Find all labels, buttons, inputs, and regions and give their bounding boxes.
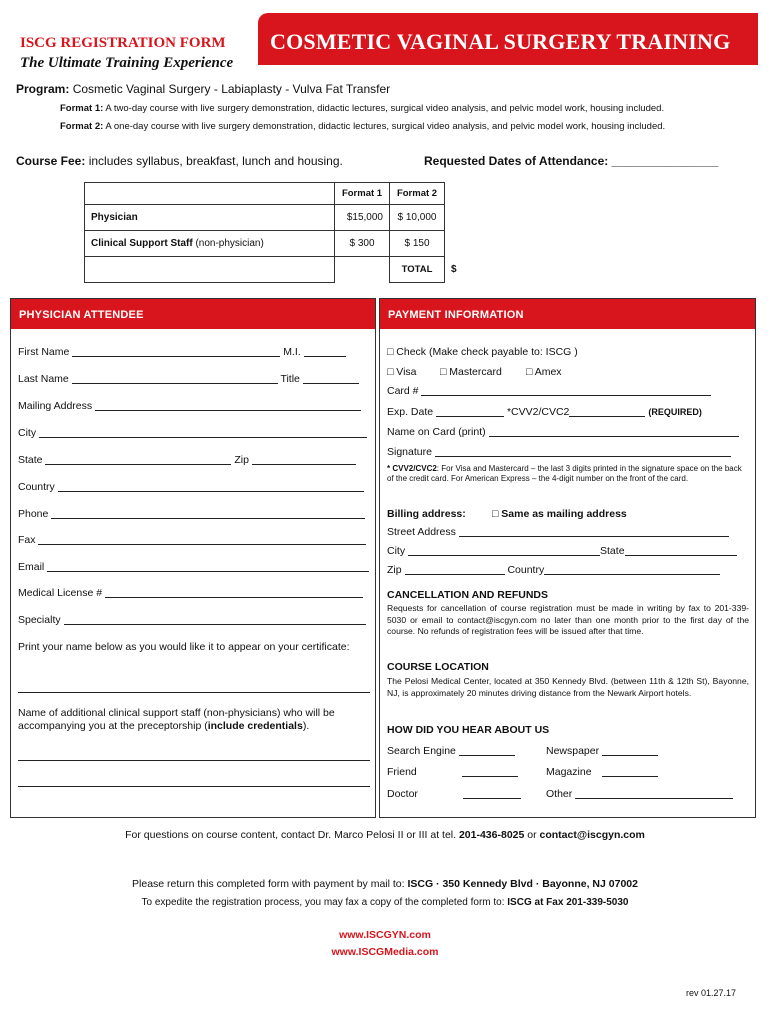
format-2-label: Format 2: xyxy=(60,121,104,132)
link-iscgyn[interactable]: www.ISCGYN.com xyxy=(339,929,431,941)
link-iscgmedia[interactable]: www.ISCGMedia.com xyxy=(331,946,439,958)
signature-field[interactable]: Signature xyxy=(387,446,731,458)
additional-staff-label: Name of additional clinical support staff (non-physicians) who will be accompanying you at the preceptorship (include credentials). xyxy=(18,707,335,732)
fee-row-label xyxy=(85,257,335,283)
additional-staff-line-1[interactable] xyxy=(18,760,370,761)
location-heading: COURSE LOCATION xyxy=(387,661,489,673)
fee-col-format-2: Format 2 xyxy=(390,183,445,205)
tagline: The Ultimate Training Experience xyxy=(20,55,234,71)
same-as-mailing-option[interactable]: □ Same as mailing address xyxy=(492,508,627,520)
checkbox-icon[interactable]: □ xyxy=(387,366,394,378)
fee-cell: $15,000 xyxy=(335,205,390,231)
fax-field[interactable]: Fax xyxy=(18,534,366,546)
search-engine-field[interactable]: Search Engine xyxy=(387,745,515,757)
cancellation-heading: CANCELLATION AND REFUNDS xyxy=(387,589,548,601)
mastercard-option[interactable]: □ Mastercard xyxy=(440,366,502,378)
total-value[interactable]: $ xyxy=(451,264,457,275)
medical-license-field[interactable]: Medical License # xyxy=(18,587,363,599)
format-2 xyxy=(60,121,665,132)
fee-cell-blank xyxy=(335,257,390,283)
return-line: Please return this completed form with payment by mail to: ISCG · 350 Kennedy Blvd · Bayonne, NJ 07002 xyxy=(132,878,638,890)
title-banner: COSMETIC VAGINAL SURGERY TRAINING xyxy=(258,13,758,65)
format-1-text: A two-day course with live surgery demonstration, didactic lectures, surgical video analysis, and pelvic model work, housing included. xyxy=(105,103,665,114)
check-option[interactable]: □ Check (Make check payable to: ISCG ) xyxy=(387,346,578,358)
fee-col-blank xyxy=(445,183,500,205)
fee-row-total xyxy=(85,257,500,283)
fee-row-support-staff xyxy=(85,231,500,257)
course-fee-label: Course Fee: xyxy=(16,154,86,168)
country-field[interactable]: Country xyxy=(18,481,364,493)
amex-option[interactable]: □ Amex xyxy=(526,366,562,378)
street-address-field[interactable]: Street Address xyxy=(387,526,729,538)
fee-table xyxy=(84,182,500,283)
first-name-field[interactable]: First Name M.I. xyxy=(18,346,346,358)
newspaper-field[interactable]: Newspaper xyxy=(546,745,658,757)
payment-section xyxy=(379,298,756,818)
hear-heading: HOW DID YOU HEAR ABOUT US xyxy=(387,724,550,736)
last-name-field[interactable]: Last Name Title xyxy=(18,373,359,385)
specialty-field[interactable]: Specialty xyxy=(18,614,366,626)
mailing-address-field[interactable]: Mailing Address xyxy=(18,400,361,412)
city-field[interactable]: City xyxy=(18,427,367,439)
fee-cell: $ 300 xyxy=(335,231,390,257)
format-1-label: Format 1: xyxy=(60,103,104,114)
fee-cell: $ 150 xyxy=(390,231,445,257)
fee-table-corner xyxy=(85,183,335,205)
fee-row-physician xyxy=(85,205,500,231)
magazine-field[interactable]: Magazine xyxy=(546,766,658,778)
fee-cell-blank xyxy=(445,205,500,231)
billing-zip-country-field[interactable]: Zip Country xyxy=(387,564,720,576)
checkbox-icon[interactable]: □ xyxy=(492,508,499,520)
card-number-field[interactable]: Card # xyxy=(387,385,711,397)
revision: rev 01.27.17 xyxy=(686,988,737,998)
program-line xyxy=(16,82,390,96)
fee-row-label: Physician xyxy=(85,205,335,231)
other-field[interactable]: Other xyxy=(546,788,733,800)
cancellation-text: Requests for cancellation of course registration must be made in writing by fax to 201-339-5030 or email to contact@iscgyn.com no later than one month prior to the first day of the course. No refunds of registration fees will be issued after that time. xyxy=(387,603,749,636)
fee-row-label: Clinical Support Staff (non-physician) xyxy=(85,231,335,257)
state-zip-field[interactable]: State Zip xyxy=(18,454,356,466)
program-label: Program: xyxy=(16,82,70,96)
fee-table-header xyxy=(85,183,500,205)
doctor-field[interactable]: Doctor xyxy=(387,788,521,800)
questions-line: For questions on course content, contact Dr. Marco Pelosi II or III at tel. 201-436-8025 or contact@iscgyn.com xyxy=(125,829,645,841)
program-text: Cosmetic Vaginal Surgery - Labiaplasty - Vulva Fat Transfer xyxy=(72,82,391,96)
checkbox-icon[interactable]: □ xyxy=(526,366,533,378)
print-name-line[interactable] xyxy=(18,692,370,693)
visa-option[interactable]: □ Visa xyxy=(387,366,417,378)
format-2-text: A one-day course with live surgery demonstration, didactic lectures, surgical video analysis, and pelvic model work, housing included. xyxy=(105,121,666,132)
exp-cvv-field[interactable]: Exp. Date *CVV2/CVC2 (REQUIRED) xyxy=(387,406,702,418)
fax-line: To expedite the registration process, you may fax a copy of the completed form to: ISCG at Fax 201-339-5030 xyxy=(141,897,629,908)
additional-staff-line-2[interactable] xyxy=(18,786,370,787)
email-field[interactable]: Email xyxy=(18,561,369,573)
fee-col-format-1: Format 1 xyxy=(335,183,390,205)
physician-heading: PHYSICIAN ATTENDEE xyxy=(11,299,375,329)
course-fee xyxy=(16,154,343,168)
payment-heading: PAYMENT INFORMATION xyxy=(380,299,755,329)
location-text: The Pelosi Medical Center, located at 350 Kennedy Blvd. (between 11th & 12th St), Bayonne, NJ, is approximately 20 minutes driving distance from the Newark Airport hotels. xyxy=(387,676,749,698)
course-fee-text: includes syllabus, breakfast, lunch and housing. xyxy=(88,154,343,168)
phone-field[interactable]: Phone xyxy=(18,508,365,520)
checkbox-icon[interactable]: □ xyxy=(440,366,447,378)
total-label: TOTAL xyxy=(390,257,445,283)
form-title: ISCG REGISTRATION FORM xyxy=(20,35,226,51)
format-1 xyxy=(60,103,664,114)
checkbox-icon[interactable]: □ xyxy=(387,346,394,358)
billing-address: Billing address: xyxy=(387,508,466,520)
friend-field[interactable]: Friend xyxy=(387,766,518,778)
fee-cell-blank xyxy=(445,231,500,257)
print-name-label: Print your name below as you would like it to appear on your certificate: xyxy=(18,641,350,653)
name-on-card-field[interactable]: Name on Card (print) xyxy=(387,426,739,438)
cvv-note: * CVV2/CVC2: For Visa and Mastercard – the last 3 digits printed in the signature space on the back of the credit card. For American Express – the 4-digit number on the front of the card. xyxy=(387,464,742,483)
requested-dates-field[interactable]: Requested Dates of Attendance: ________________ xyxy=(424,154,719,168)
billing-city-state-field[interactable]: City State xyxy=(387,545,737,557)
fee-cell: $ 10,000 xyxy=(390,205,445,231)
